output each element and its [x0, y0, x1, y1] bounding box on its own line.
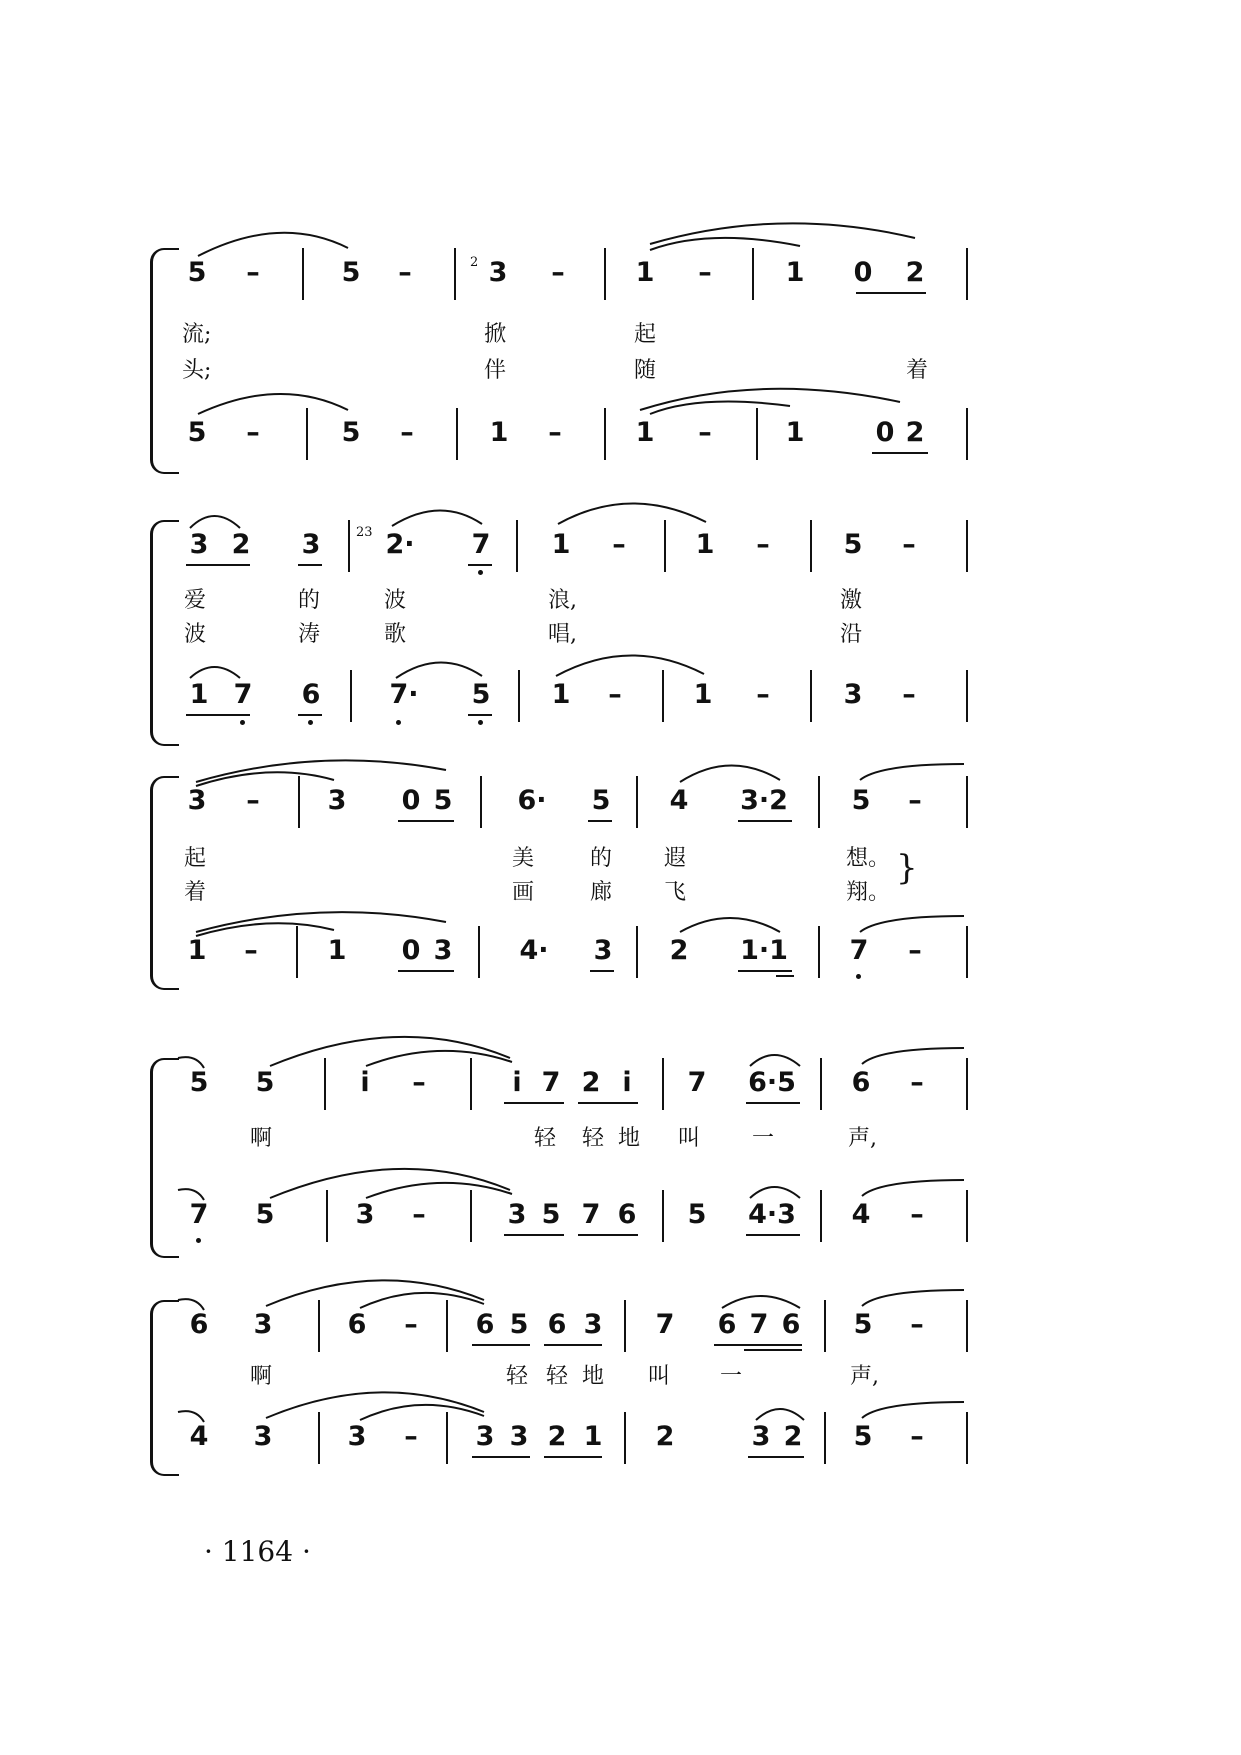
- underline: [398, 820, 454, 822]
- lyric: 波: [384, 588, 407, 613]
- underline: [398, 970, 454, 972]
- dash: –: [551, 257, 565, 288]
- dash: –: [412, 1067, 426, 1098]
- note: 3: [843, 679, 863, 710]
- dash: –: [910, 1199, 924, 1230]
- note: 3: [187, 785, 207, 816]
- slur: [0, 642, 1241, 702]
- note: 2: [669, 935, 689, 966]
- note: 0: [401, 785, 421, 816]
- note: 3: [488, 257, 508, 288]
- lyric: 伴: [484, 358, 507, 383]
- note: i: [512, 1067, 522, 1098]
- underline: [504, 1234, 564, 1236]
- dash: –: [404, 1309, 418, 1340]
- note: 1: [551, 679, 571, 710]
- lyric: 地: [618, 1126, 641, 1151]
- dash: –: [246, 257, 260, 288]
- note: 5: [509, 1309, 529, 1340]
- note: 6: [851, 1067, 871, 1098]
- note: 3: [583, 1309, 603, 1340]
- note: 3: [475, 1421, 495, 1452]
- dash: –: [908, 935, 922, 966]
- note: 5: [189, 1067, 209, 1098]
- lyric: 叫: [678, 1126, 701, 1151]
- underline: [856, 292, 926, 294]
- underline: [746, 1102, 800, 1104]
- lower-staff: [0, 1190, 1241, 1242]
- note: 2: [231, 529, 251, 560]
- note: 3: [327, 785, 347, 816]
- slur: [0, 380, 1241, 440]
- dash: –: [910, 1067, 924, 1098]
- dash: –: [698, 417, 712, 448]
- note: 3: [355, 1199, 375, 1230]
- lyric: 的: [298, 588, 321, 613]
- dash: –: [412, 1199, 426, 1230]
- note: 7·: [389, 679, 419, 710]
- slur: [0, 1150, 1241, 1220]
- note: 1: [693, 679, 713, 710]
- lyric: 轻: [534, 1126, 557, 1151]
- note: 5: [255, 1067, 275, 1098]
- lyric: 飞: [664, 880, 687, 905]
- verse-brace: }: [896, 848, 918, 888]
- dash: –: [756, 529, 770, 560]
- note: 6·: [517, 785, 547, 816]
- lyric: 波: [184, 622, 207, 647]
- dash: –: [698, 257, 712, 288]
- note: 1: [785, 257, 805, 288]
- slur: [0, 1260, 1241, 1330]
- slur: [0, 490, 1241, 550]
- underline: [776, 975, 794, 977]
- lower-staff: [0, 926, 1241, 978]
- note: 1: [635, 257, 655, 288]
- upper-staff: [0, 1058, 1241, 1110]
- note: 4·: [519, 935, 549, 966]
- lyric: 流;: [182, 322, 212, 347]
- note: 3: [751, 1421, 771, 1452]
- dash: –: [910, 1421, 924, 1452]
- underline: [468, 714, 492, 716]
- lyric: 的: [590, 846, 613, 871]
- upper-staff: [0, 248, 1241, 300]
- note: 6: [781, 1309, 801, 1340]
- note: 2: [581, 1067, 601, 1098]
- underline: [578, 1234, 638, 1236]
- dash: –: [902, 679, 916, 710]
- underline: [504, 1102, 564, 1104]
- lower-octave-dot: [196, 1238, 201, 1243]
- note: 0: [875, 417, 895, 448]
- grace-note: 2: [470, 255, 479, 270]
- lower-staff: [0, 1412, 1241, 1464]
- note: 7: [541, 1067, 561, 1098]
- slur: [0, 898, 1241, 958]
- lyric: 涛: [298, 622, 321, 647]
- underline: [298, 714, 322, 716]
- slur: [0, 1372, 1241, 1442]
- note: 1·1: [740, 935, 788, 966]
- slur: [0, 1018, 1241, 1088]
- lyric: 遐: [664, 846, 687, 871]
- slur: [0, 746, 1241, 806]
- lyric: 翔。: [846, 880, 891, 905]
- note: 6: [189, 1309, 209, 1340]
- note: 6: [347, 1309, 367, 1340]
- note: 5: [255, 1199, 275, 1230]
- note: 1: [583, 1421, 603, 1452]
- note: 5: [341, 257, 361, 288]
- slur: [0, 218, 1241, 278]
- lower-octave-dot: [308, 720, 313, 725]
- lyric: 声,: [850, 1364, 879, 1389]
- note: 2: [655, 1421, 675, 1452]
- underline: [186, 714, 250, 716]
- underline: [590, 970, 614, 972]
- dash: –: [908, 785, 922, 816]
- note: 7: [233, 679, 253, 710]
- dash: –: [612, 529, 626, 560]
- note: 7: [749, 1309, 769, 1340]
- lower-octave-dot: [856, 974, 861, 979]
- lower-staff: [0, 408, 1241, 460]
- note: 5: [471, 679, 491, 710]
- lyric: 叫: [648, 1364, 671, 1389]
- note: 3: [507, 1199, 527, 1230]
- lyric: 画: [512, 880, 535, 905]
- note: 7: [581, 1199, 601, 1230]
- note: 2: [783, 1421, 803, 1452]
- dash: –: [608, 679, 622, 710]
- note: 1: [189, 679, 209, 710]
- lower-octave-dot: [478, 720, 483, 725]
- note: 3: [433, 935, 453, 966]
- upper-staff: [0, 776, 1241, 828]
- underline: [738, 970, 792, 972]
- lyric: 想。: [846, 846, 891, 871]
- note: 7: [687, 1067, 707, 1098]
- underline: [544, 1456, 602, 1458]
- note: 5: [187, 417, 207, 448]
- note: 5: [853, 1421, 873, 1452]
- note: 6: [475, 1309, 495, 1340]
- note: 0: [853, 257, 873, 288]
- underline: [738, 820, 792, 822]
- note: 6: [301, 679, 321, 710]
- note: 5: [187, 257, 207, 288]
- note: 2: [905, 257, 925, 288]
- lyric: 起: [634, 322, 657, 347]
- lyric: 啊: [250, 1126, 273, 1151]
- note: 1: [551, 529, 571, 560]
- note: 6: [717, 1309, 737, 1340]
- note: 5: [591, 785, 611, 816]
- lyric: 唱,: [548, 622, 577, 647]
- lyric: 浪,: [548, 588, 577, 613]
- lyric: 一: [720, 1364, 743, 1389]
- lyric: 随: [634, 358, 657, 383]
- dash: –: [398, 257, 412, 288]
- note: 6: [617, 1199, 637, 1230]
- underline: [578, 1102, 638, 1104]
- underline: [298, 564, 322, 566]
- note: 6·5: [748, 1067, 796, 1098]
- underline: [186, 564, 250, 566]
- note: 2: [547, 1421, 567, 1452]
- note: 7: [655, 1309, 675, 1340]
- lyric: 地: [582, 1364, 605, 1389]
- note: 5: [843, 529, 863, 560]
- underline: [744, 1349, 802, 1351]
- grace-note: 23: [356, 525, 373, 540]
- note: 1: [327, 935, 347, 966]
- note: 3: [347, 1421, 367, 1452]
- dash: –: [404, 1421, 418, 1452]
- lyric: 爱: [184, 588, 207, 613]
- underline: [588, 820, 612, 822]
- note: 5: [433, 785, 453, 816]
- note: 7: [471, 529, 491, 560]
- note: 4·3: [748, 1199, 796, 1230]
- note: 3·2: [740, 785, 788, 816]
- dash: –: [756, 679, 770, 710]
- dash: –: [246, 785, 260, 816]
- note: 0: [401, 935, 421, 966]
- lyric: 轻: [546, 1364, 569, 1389]
- note: 5: [851, 785, 871, 816]
- lyric: 廊: [590, 880, 613, 905]
- note: 3: [301, 529, 321, 560]
- dash: –: [246, 417, 260, 448]
- lyric: 着: [906, 358, 929, 383]
- upper-staff: [0, 520, 1241, 572]
- note: 1: [187, 935, 207, 966]
- note: 4: [189, 1421, 209, 1452]
- underline: [468, 564, 492, 566]
- underline: [748, 1456, 804, 1458]
- note: 4: [851, 1199, 871, 1230]
- lyric: 美: [512, 846, 535, 871]
- lower-octave-dot: [478, 570, 483, 575]
- upper-staff: [0, 1300, 1241, 1352]
- dash: –: [548, 417, 562, 448]
- lyric: 起: [184, 846, 207, 871]
- note: 7: [189, 1199, 209, 1230]
- note: 5: [687, 1199, 707, 1230]
- note: 2: [905, 417, 925, 448]
- lyric: 啊: [250, 1364, 273, 1389]
- lower-staff: [0, 670, 1241, 722]
- note: 3: [189, 529, 209, 560]
- note: 5: [541, 1199, 561, 1230]
- dash: –: [902, 529, 916, 560]
- note: 1: [489, 417, 509, 448]
- note: 5: [341, 417, 361, 448]
- underline: [746, 1234, 800, 1236]
- note: 5: [853, 1309, 873, 1340]
- dash: –: [244, 935, 258, 966]
- note: 3: [253, 1309, 273, 1340]
- underline: [544, 1344, 602, 1346]
- note: 7: [849, 935, 869, 966]
- note: 1: [635, 417, 655, 448]
- note: 1: [695, 529, 715, 560]
- lyric: 掀: [484, 322, 507, 347]
- dash: –: [910, 1309, 924, 1340]
- note: 1: [785, 417, 805, 448]
- lower-octave-dot: [396, 720, 401, 725]
- note: 4: [669, 785, 689, 816]
- underline: [472, 1456, 530, 1458]
- lyric: 激: [840, 588, 863, 613]
- page-number: · 1164 ·: [204, 1535, 311, 1568]
- lyric: 一: [752, 1126, 775, 1151]
- dash: –: [400, 417, 414, 448]
- note: i: [360, 1067, 370, 1098]
- lyric: 沿: [840, 622, 863, 647]
- note: i: [622, 1067, 632, 1098]
- lyric: 着: [184, 880, 207, 905]
- note: 3: [509, 1421, 529, 1452]
- note: 3: [593, 935, 613, 966]
- lyric: 歌: [384, 622, 407, 647]
- lyric: 头;: [182, 358, 212, 383]
- note: 6: [547, 1309, 567, 1340]
- lyric: 轻: [506, 1364, 529, 1389]
- underline: [714, 1344, 802, 1346]
- lower-octave-dot: [240, 720, 245, 725]
- underline: [872, 452, 928, 454]
- underline: [472, 1344, 530, 1346]
- note: 3: [253, 1421, 273, 1452]
- lyric: 声,: [848, 1126, 877, 1151]
- note: 2·: [385, 529, 415, 560]
- lyric: 轻: [582, 1126, 605, 1151]
